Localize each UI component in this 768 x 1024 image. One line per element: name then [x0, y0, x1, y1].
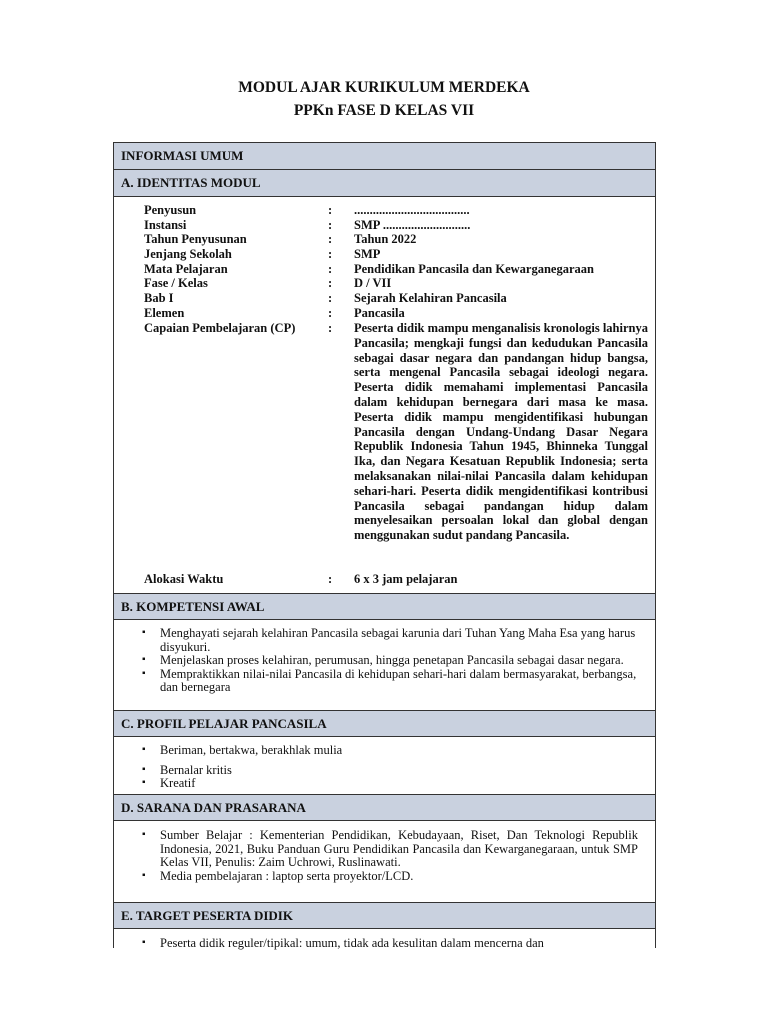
- identitas-value: Sejarah Kelahiran Pancasila: [354, 291, 507, 305]
- colon: :: [328, 203, 333, 217]
- bullet-icon: ▪: [142, 869, 146, 881]
- identitas-label: Bab I: [144, 291, 174, 305]
- colon: :: [328, 321, 333, 335]
- identitas-value: Tahun 2022: [354, 232, 417, 246]
- list-item: ▪ Media pembelajaran : laptop serta proyektor/LCD.: [142, 868, 414, 883]
- section-sarana-prasarana: D. SARANA DAN PRASARANA: [114, 794, 655, 821]
- colon: :: [328, 232, 333, 246]
- colon: :: [328, 291, 333, 305]
- identitas-label: Jenjang Sekolah: [144, 247, 232, 261]
- list-item: ▪ Peserta didik reguler/tipikal: umum, tidak ada kesulitan dalam mencerna dan: [142, 937, 544, 950]
- identitas-value: D / VII: [354, 276, 392, 290]
- section-identitas-modul: A. IDENTITAS MODUL: [114, 170, 655, 197]
- bullet-icon: ▪: [142, 763, 146, 775]
- colon: :: [328, 572, 333, 586]
- identitas-label: Instansi: [144, 218, 187, 232]
- colon: :: [328, 306, 333, 320]
- bullet-icon: ▪: [142, 777, 146, 788]
- list-item: ▪ Bernalar kritis: [142, 762, 232, 777]
- section-kompetensi-awal: B. KOMPETENSI AWAL: [114, 593, 655, 620]
- bullet-icon: ▪: [142, 829, 146, 840]
- target-list: [142, 937, 638, 951]
- identitas-label: Alokasi Waktu: [144, 572, 224, 586]
- colon: :: [328, 276, 333, 290]
- identitas-value: SMP ............................: [354, 218, 471, 232]
- list-item: ▪ Beriman, bertakwa, berakhlak mulia: [142, 743, 343, 757]
- section-target-peserta-didik: E. TARGET PESERTA DIDIK: [114, 902, 655, 929]
- capaian-pembelajaran-text: Peserta didik mampu menganalisis kronologis lahirnya Pancasila; mengkaji fungsi dan kedudukan Pancasila sebagai dasar negara dan pandangan hidup bangsa, serta mengenal Pancasila sebagai ideologi negara. Peserta didik memahami implementasi Pancasila dalam kehidupan bernegara dari masa ke masa. Peserta didik mampu mengidentifikasi hubungan Pancasila dengan Undang-Undang Dasar Negara Republik Indonesia Tahun 1945, Bhinneka Tunggal Ika, dan Negara Kesatuan Republik Indonesia; serta melaksanakan nilai-nilai Pancasila dalam kehidupan sehari-hari. Peserta didik mengidentifikasi kontribusi Pancasila sebagai pandangan hidup dalam menyelesaikan persoalan lokal dan global dengan menggunakan sudut pandang Pancasila.: [354, 321, 648, 543]
- module-table: [113, 142, 656, 948]
- identitas-label: Capaian Pembelajaran (CP): [144, 321, 296, 335]
- identitas-value: .....................................: [354, 203, 470, 217]
- identitas-label: Fase / Kelas: [144, 276, 208, 290]
- list-item: ▪ Menjelaskan proses kelahiran, perumusan, hingga penetapan Pancasila sebagai dasar negara.: [142, 653, 624, 667]
- identitas-label: Mata Pelajaran: [144, 262, 228, 276]
- list-item: ▪ Kreatif: [142, 776, 196, 790]
- list-item: ▪ Menghayati sejarah kelahiran Pancasila sebagai karunia dari Tuhan Yang Maha Esa yang harus disyukuri.: [142, 626, 636, 654]
- document-subtitle: PPKn FASE D KELAS VII: [293, 102, 475, 119]
- sarana-list: [142, 829, 638, 883]
- document-title: MODUL AJAR KURIKULUM MERDEKA: [238, 79, 530, 96]
- bullet-icon: ▪: [142, 627, 146, 638]
- identitas-value: SMP: [354, 247, 381, 261]
- bullet-icon: ▪: [142, 744, 146, 755]
- identitas-value: Pendidikan Pancasila dan Kewarganegaraan: [354, 262, 594, 276]
- list-item: ▪ Sumber Belajar : Kementerian Pendidikan, Kebudayaan, Riset, Dan Teknologi Republik Indonesia, 2021, Buku Panduan Guru Pendidikan Pancasila dan Kewarganegaraan, untuk SMP Kelas VII, Penulis: Zaim Uchrowi, Ruslinawati.: [142, 828, 638, 869]
- bullet-icon: ▪: [142, 937, 146, 948]
- identitas-value: Pancasila: [354, 306, 405, 320]
- colon: :: [328, 247, 333, 261]
- identitas-label: Elemen: [144, 306, 185, 320]
- kompetensi-list: [142, 627, 638, 695]
- identitas-label: Tahun Penyusunan: [144, 232, 247, 246]
- colon: :: [328, 262, 333, 276]
- profil-list: [142, 744, 638, 791]
- bullet-icon: ▪: [142, 667, 146, 679]
- colon: :: [328, 218, 333, 232]
- list-item: ▪ Mempraktikkan nilai-nilai Pancasila di kehidupan sehari-hari dalam bermasyarakat, berbangsa, dan bernegara: [142, 666, 637, 694]
- section-informasi-umum: INFORMASI UMUM: [114, 143, 655, 170]
- identitas-value: 6 x 3 jam pelajaran: [354, 572, 458, 586]
- section-profil-pelajar-pancasila: C. PROFIL PELAJAR PANCASILA: [114, 710, 655, 737]
- bullet-icon: ▪: [142, 654, 146, 665]
- identitas-label: Penyusun: [144, 203, 197, 217]
